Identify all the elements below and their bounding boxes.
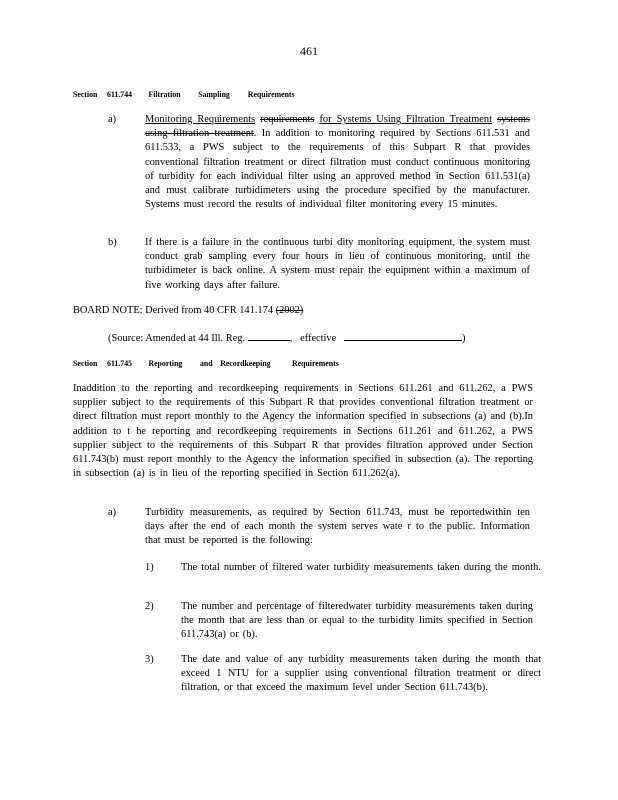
section-745-intro: Inaddition to the reporting and recordkeeping requirements in Sections 611.261 and 611.262, a PWS supplier subject to the requirements of this Subpart R that provides conventional filtration treatment or direct filtration must report monthly to the Agency the information specified in subsections (a) and (b).In addition to t he reporting and recordkeeping requirements in Sections 611.261 and 611.262, a PWS supplier subject to the requirements of this Subpart R that provides filtration approved under Section 611.743(b) must report monthly to the Agency the information specified in subsection (a). The reporting in subsection (a) is in lieu of the reporting specified in Section 611.262(a). [73, 383, 533, 480]
paragraph-text: . In addition to monitoring required by Sections 611.531 and 611.533, a PWS subject to the requirements of this Subpart R that provides conventional filtration treatment or direct filtration must conduct continuous monitoring of turbidity for each individual filter using an approved method in Section 611.531(a) and must calibrate turbidimeters using the procedure specified by the manufacturer. Systems must record the results of individual filter monitoring every 15 minutes. [145, 128, 530, 211]
inserted-text: for Systems Using Filtration Treatment [319, 114, 493, 125]
board-note [73, 304, 303, 318]
item-marker: b) [108, 237, 117, 248]
section-745-item-a: Turbidity measurements, as required by Section 611.743, must be reportedwithin ten days after the end of each month the system serves wate r to the public. Information that must be reported is the following: [145, 507, 530, 547]
section-744-heading [73, 89, 295, 99]
blank-line [248, 331, 290, 341]
blank-line [344, 331, 462, 341]
subitem-marker: 2) [145, 601, 154, 612]
section-title-word: and [199, 358, 213, 368]
source-prefix: (Source: Amended at 44 Ill. Reg. [108, 333, 246, 344]
section-744-item-b: If there is a failure in the continuous turbi dity monitoring equipment, the system must conduct grab sampling every four hours in lieu of continuous monitoring, until the turbidimeter is back online. A system must repair the equipment within a maximum of five working days after failure. [145, 237, 530, 291]
subitem-marker: 1) [145, 562, 154, 573]
section-number: 611.744 [107, 89, 133, 99]
inserted-text: Monitoring Requirements [145, 114, 256, 125]
section-title-word: Reporting [148, 358, 183, 368]
item-marker: a) [108, 114, 117, 125]
subitem-marker: 3) [145, 654, 154, 665]
subitem-text: The date and value of any turbidity measurements taken during the month that exceed 1 NTU for a supplier using conventional filtration treatment or direct filtration, or that exceed the maximum level under Section 611.743(b). [181, 654, 541, 694]
section-label: Section [73, 358, 98, 368]
subitem-text: The number and percentage of filteredwater turbidity measurements taken during the month that are less than or equal to the turbidity limits specified in Section 611.743(a) or (b). [181, 601, 533, 641]
deleted-text: (2002) [275, 305, 304, 316]
section-label: Section [73, 89, 98, 99]
section-title-word: Requirements [291, 358, 339, 368]
section-title-word: Filtration [148, 89, 181, 99]
source-effective: effective [300, 333, 337, 344]
source-comma: , [289, 333, 293, 344]
section-title-word: Requirements [247, 89, 295, 99]
source-close: ) [462, 333, 466, 344]
deleted-text: requirements [260, 114, 315, 125]
section-title-word: Recordkeeping [220, 358, 271, 368]
board-note-text: BOARD NOTE: Derived from 40 CFR 141.174 [73, 305, 274, 316]
section-number: 611.745 [107, 358, 133, 368]
section-744-item-a [145, 113, 530, 212]
deleted-text: systems using filtration treatment [145, 114, 530, 140]
section-745-heading [73, 358, 339, 368]
subitem-text: The total number of filtered water turbidity measurements taken during the month. [181, 562, 541, 573]
item-marker: a) [108, 507, 117, 518]
section-title-word: Sampling [198, 89, 230, 99]
page-number: 461 [300, 44, 318, 58]
source-note [108, 331, 466, 346]
